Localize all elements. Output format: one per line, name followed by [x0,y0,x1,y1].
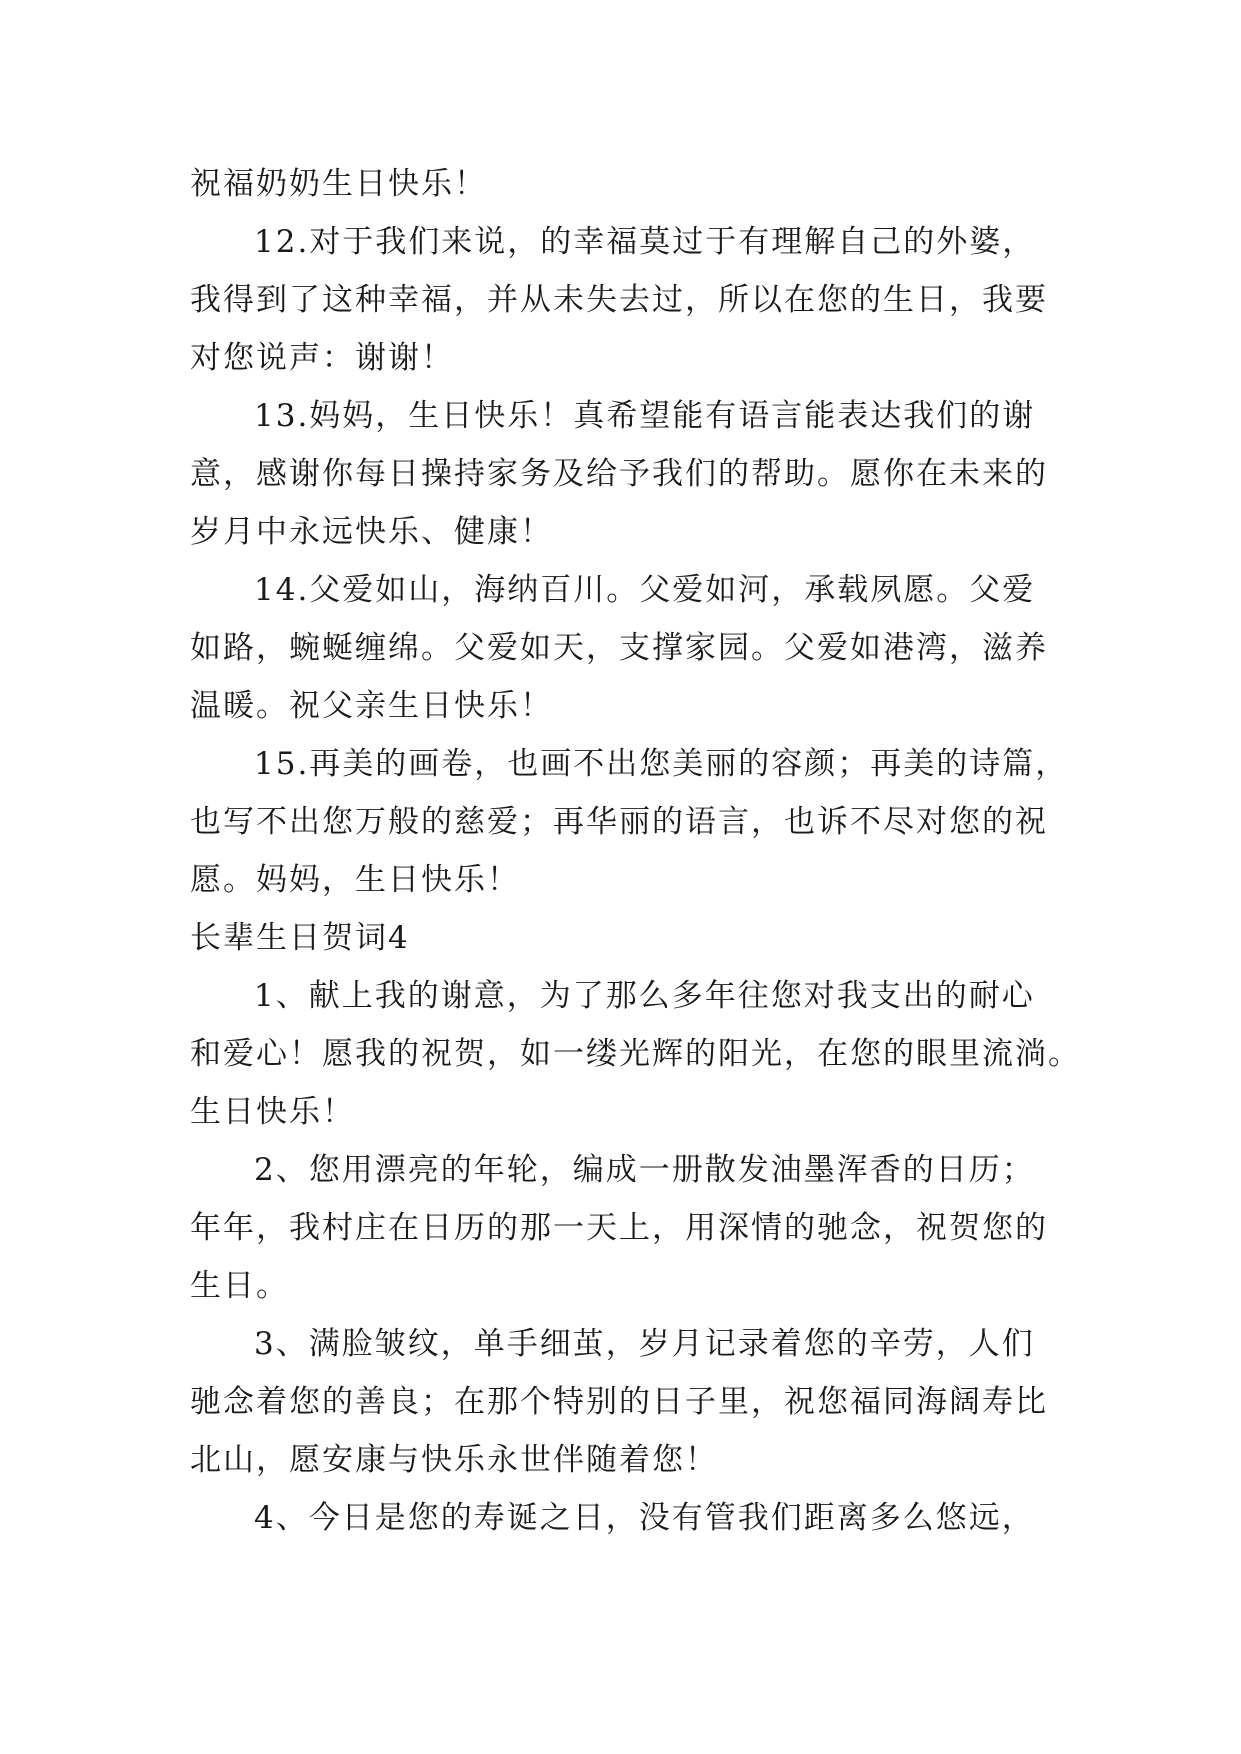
text-line: 和爱心！愿我的祝贺，如一缕光辉的阳光，在您的眼里流淌。 [190,1036,1081,1072]
section-heading: 长辈生日贺词4 [190,920,410,956]
text-line: 12.对于我们来说，的幸福莫过于有理解自己的外婆， [254,224,1036,260]
text-line: 驰念着您的善良；在那个特别的日子里，祝您福同海阔寿比 [190,1384,1048,1420]
text-line: 3、满脸皱纹，单手细茧，岁月记录着您的辛劳，人们 [254,1326,1035,1362]
text-line: 15.再美的画卷，也画不出您美丽的容颜；再美的诗篇， [254,746,1069,782]
text-line: 生日。 [190,1268,289,1304]
text-line: 也写不出您万般的慈爱；再华丽的语言，也诉不尽对您的祝 [190,804,1048,840]
text-line: 如路，蜿蜒缠绵。父爱如天，支撑家园。父爱如港湾，滋养 [190,630,1048,666]
text-line: 4、今日是您的寿诞之日，没有管我们距离多么悠远， [254,1500,1035,1536]
text-line: 生日快乐！ [190,1094,355,1130]
text-line: 2、您用漂亮的年轮，编成一册散发油墨浑香的日历； [254,1152,1035,1188]
text-line: 13.妈妈，生日快乐！真希望能有语言能表达我们的谢 [254,398,1036,434]
text-line: 愿。妈妈，生日快乐！ [190,862,520,898]
text-line: 岁月中永远快乐、健康！ [190,514,553,550]
text-line: 对您说声：谢谢！ [190,340,454,376]
text-line: 年年，我村庄在日历的那一天上，用深情的驰念，祝贺您的 [190,1210,1048,1246]
text-line: 我得到了这种幸福，并从未失去过，所以在您的生日，我要 [190,282,1048,318]
text-line: 1、献上我的谢意，为了那么多年往您对我支出的耐心 [254,978,1035,1014]
text-line: 北山，愿安康与快乐永世伴随着您！ [190,1442,718,1478]
text-line: 14.父爱如山，海纳百川。父爱如河，承载夙愿。父爱 [254,572,1036,608]
text-line: 温暖。祝父亲生日快乐！ [190,688,553,724]
text-line: 意，感谢你每日操持家务及给予我们的帮助。愿你在未来的 [190,456,1048,492]
text-line: 祝福奶奶生日快乐！ [190,166,487,202]
